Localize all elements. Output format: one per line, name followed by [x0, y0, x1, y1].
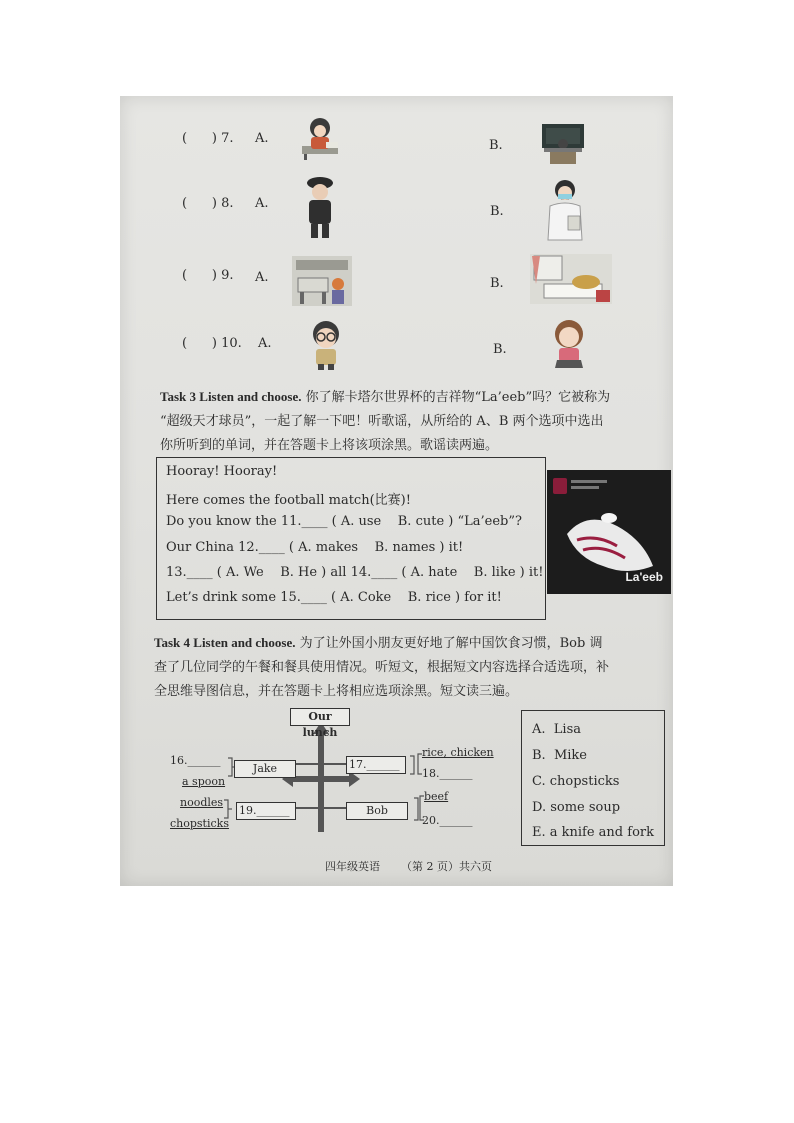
- question-number: 8.: [221, 196, 234, 211]
- page-footer: 四年级英语 （第 2 页）共六页: [325, 860, 492, 873]
- option-a-label: A.: [255, 131, 269, 146]
- question-number: 10.: [221, 336, 242, 351]
- answer-paren: ( ): [182, 268, 217, 283]
- mindmap-q16: 16.______: [170, 754, 221, 767]
- mindmap-rice-chicken: rice, chicken: [422, 746, 494, 759]
- mindmap-bob-box: Bob: [346, 802, 408, 820]
- task4-text-line2: 查了几位同学的午餐和餐具使用情况。听短文，根据短文内容选择合适选项，补: [154, 660, 610, 675]
- chant-box: [156, 457, 546, 620]
- mindmap-chopsticks: chopsticks: [170, 817, 229, 830]
- option-a-label: A.: [255, 196, 269, 211]
- chant-line-1: Hooray! Hooray!: [166, 464, 278, 479]
- task3-instructions: [160, 385, 668, 458]
- question-number: 7.: [221, 131, 234, 146]
- dining-room-picture: [292, 256, 352, 306]
- answer-paren: ( ): [182, 196, 217, 211]
- option-a-label: A.: [255, 270, 269, 285]
- answer-options-box: [521, 710, 665, 846]
- question-10: [182, 336, 242, 351]
- question-number: 9.: [221, 268, 234, 283]
- chant-line-3: Do you know the 11.____ ( A. use B. cute ) “La’eeb”?: [166, 514, 522, 529]
- option-b-label: B.: [489, 138, 503, 153]
- task3-text-line3: 你所听到的单词，并在答题卡上将该项涂黑。歌谣读两遍。: [160, 438, 499, 453]
- mindmap-q18: 18.______: [422, 767, 473, 780]
- task4-instructions: [154, 631, 672, 704]
- answer-paren: ( ): [182, 131, 217, 146]
- doctor-picture: [542, 176, 588, 242]
- answer-paren: ( ): [182, 336, 217, 351]
- option-b-label: B.: [490, 204, 504, 219]
- chant-line-4: Our China 12.____ ( A. makes B. names ) it!: [166, 540, 464, 555]
- question-8: [182, 196, 233, 211]
- option-a: A. Lisa: [532, 722, 581, 737]
- mindmap-q17-box: 17.______: [346, 756, 406, 774]
- task4-text-line1: 为了让外国小朋友更好地了解中国饮食习惯，Bob 调: [295, 636, 603, 651]
- laeeb-mascot-poster: [547, 470, 671, 594]
- mascot-name: La'eeb: [625, 570, 663, 584]
- exam-page: [120, 96, 673, 886]
- police-officer-picture: [300, 174, 340, 240]
- option-d: D. some soup: [532, 800, 621, 815]
- lunch-mindmap: [160, 704, 494, 844]
- mindmap-noodles: noodles: [180, 796, 224, 809]
- mindmap-center: Our lunch: [290, 708, 350, 726]
- girl-reading-picture: [296, 112, 346, 160]
- option-c: C. chopsticks: [532, 774, 620, 789]
- question-9: [182, 268, 233, 283]
- chant-line-2: Here comes the football match(比赛)!: [166, 493, 411, 508]
- option-e: E. a knife and fork: [532, 825, 654, 840]
- option-a-label: A.: [258, 336, 272, 351]
- option-b-label: B.: [493, 342, 507, 357]
- mindmap-spoon: a spoon: [182, 775, 226, 788]
- mindmap-q19-box: 19.______: [236, 802, 296, 820]
- boy-with-glasses-picture: [306, 318, 346, 370]
- classroom-picture: [538, 122, 588, 166]
- chant-line-5: 13.____ ( A. We B. He ) all 14.____ ( A. hate B. like ) it!: [166, 565, 544, 580]
- question-7: [182, 131, 233, 146]
- task4-title: Task 4 Listen and choose.: [154, 635, 296, 650]
- mindmap-jake-box: Jake: [234, 760, 296, 778]
- girl-picture: [547, 318, 591, 372]
- mindmap-q20: 20.______: [422, 814, 473, 827]
- option-b: B. Mike: [532, 748, 587, 763]
- mindmap-beef: beef: [424, 790, 449, 803]
- task3-text-line2: “超级天才球员”，一起了解一下吧！听歌谣，从所给的 A、B 两个选项中选出: [160, 414, 604, 429]
- bedroom-picture: [530, 254, 612, 304]
- chant-line-6: Let’s drink some 15.____ ( A. Coke B. rice ) for it!: [166, 590, 502, 605]
- task3-title: Task 3 Listen and choose.: [160, 389, 302, 404]
- option-b-label: B.: [490, 276, 504, 291]
- task3-text-line1: 你了解卡塔尔世界杯的吉祥物“La’eeb”吗？它被称为: [301, 390, 611, 405]
- task4-text-line3: 全思维导图信息，并在答题卡上将相应选项涂黑。短文读三遍。: [154, 684, 519, 699]
